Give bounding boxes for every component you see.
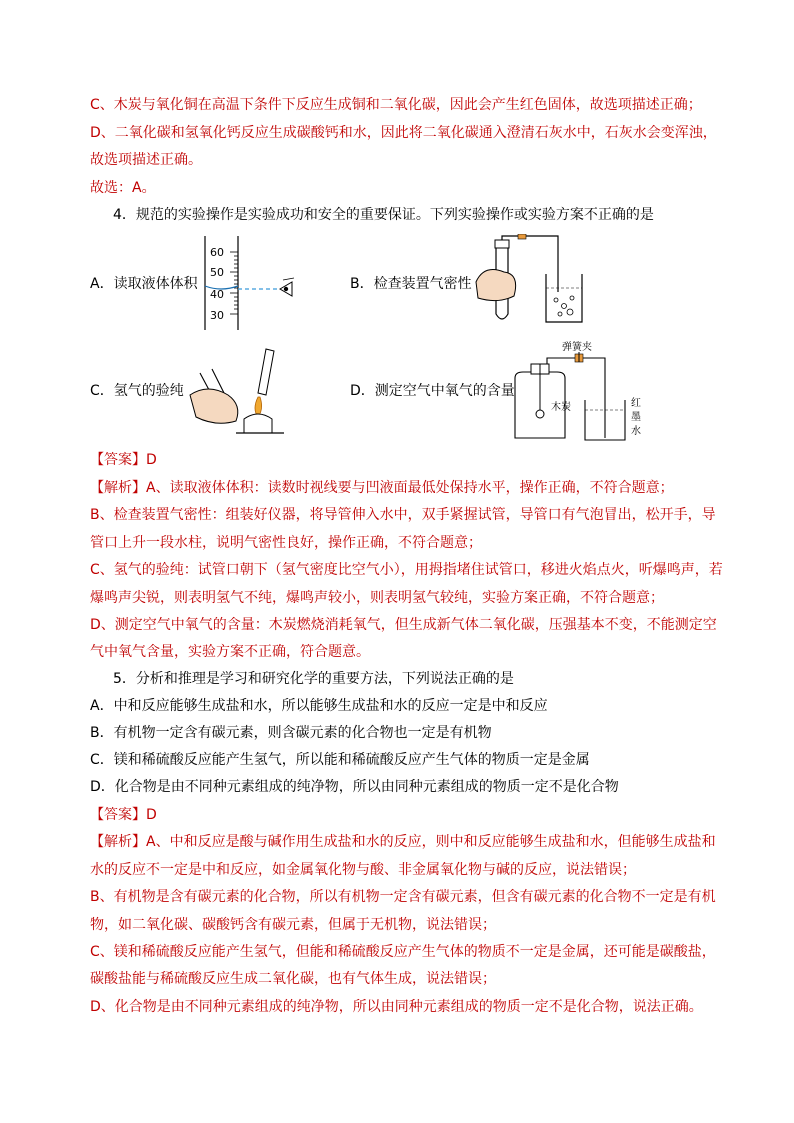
q5-analysis-line: D、化合物是由不同种元素组成的纯净物，所以由同种元素组成的物质一定不是化合物，说法正确。 (90, 999, 703, 1015)
q5-option-d: D．化合物是由不同种元素组成的纯净物，所以由同种元素组成的物质一定不是化合物 (90, 779, 619, 795)
q4-option-d: D．测定空气中氧气的含量 (350, 383, 515, 399)
analysis-line-d1: D、二氧化碳和氢氧化钙反应生成碳酸钙和水，因此将二氧化碳通入澄清石灰水中，石灰水会变浑浊， (90, 125, 717, 141)
q5-analysis-line: C、镁和稀硫酸反应能产生氢气，但能和稀硫酸反应产生气体的物质不一定是金属，还可能是碳酸盐， (90, 944, 716, 960)
tick-60: 60 (210, 246, 224, 259)
spring-clip-label: 弹簧夹 (562, 342, 592, 353)
q5-option-a: A．中和反应能够生成盐和水，所以能够生成盐和水的反应一定是中和反应 (90, 698, 548, 714)
q4-analysis-line: C、氢气的验纯：试管口朝下（氢气密度比空气小），用拇指堵住试管口，移进火焰点火，听爆鸣声，若 (90, 562, 723, 578)
figure-hydrogen-test (180, 343, 290, 439)
q4-option-a: A．读取液体体积 (90, 276, 198, 292)
q5-answer: 【答案】D (90, 807, 157, 823)
q5-analysis-line: 碳酸盐能与稀硫酸反应生成二氧化碳，也有气体生成，说法错误； (90, 971, 496, 987)
q4-analysis-line: 管口上升一段水柱，说明气密性良好，操作正确，不符合题意； (90, 535, 482, 551)
question-5-stem: 5．分析和推理是学习和研究化学的重要方法，下列说法正确的是 (113, 671, 514, 687)
q4-option-c: C．氢气的验纯 (90, 383, 184, 399)
tick-40: 40 (210, 288, 224, 301)
tick-50: 50 (210, 266, 224, 279)
question-4-stem: 4．规范的实验操作是实验成功和安全的重要保证。下列实验操作或实验方案不正确的是 (113, 207, 654, 223)
charcoal-label: 木炭 (551, 402, 571, 413)
q4-analysis-line: 【解析】A、读取液体体积：读数时视线要与凹液面最低处保持水平，操作正确，不符合题意； (90, 480, 674, 496)
q4-option-b: B．检查装置气密性 (350, 276, 472, 292)
eye-icon (280, 278, 294, 296)
q4-analysis-line: 爆鸣声尖锐，则表明氢气不纯，爆鸣声较小，则表明氢气较纯，实验方案正确，不符合题意； (90, 590, 664, 606)
q5-option-b: B．有机物一定含有碳元素，则含碳元素的化合物也一定是有机物 (90, 725, 492, 741)
q5-analysis-line: 【解析】A、中和反应是酸与碱作用生成盐和水的反应，则中和反应能够生成盐和水，但能够生成盐和 (90, 834, 716, 850)
q4-analysis-line: D、测定空气中氧气的含量：木炭燃烧消耗氧气，但生成新气体二氧化碳，压强基本不变，不能测定空 (90, 617, 717, 633)
analysis-line-d2: 故选项描述正确。 (90, 152, 202, 168)
ink-label-2: 墨 (631, 412, 641, 423)
q5-option-c: C．镁和稀硫酸反应能产生氢气，所以能和稀硫酸反应产生气体的物质一定是金属 (90, 752, 590, 768)
q5-analysis-line: B、有机物是含有碳元素的化合物，所以有机物一定含有碳元素，但含有碳元素的化合物不一定是有机 (90, 889, 716, 905)
ink-label-3: 水 (631, 426, 641, 437)
figure-cylinder-reading (200, 236, 300, 332)
figure-oxygen-content (505, 338, 645, 442)
q4-answer: 【答案】D (90, 452, 157, 468)
q5-analysis-line: 水的反应不一定是中和反应，如金属氧化物与酸、非金属氧化物与碱的反应，说法错误； (90, 862, 636, 878)
ink-label-1: 红 (631, 398, 641, 409)
figure-airtightness-check (468, 234, 598, 330)
tick-30: 30 (210, 309, 224, 322)
q4-analysis-line: 气中氧气含量，实验方案不正确，符合题意。 (90, 644, 370, 660)
analysis-line-c: C、木炭与氧化铜在高温下条件下反应生成铜和二氧化碳，因此会产生红色固体，故选项描述正确； (90, 97, 702, 113)
answer-choice: 故选：A。 (90, 180, 156, 196)
q4-analysis-line: B、检查装置气密性：组装好仪器，将导管伸入水中，双手紧握试管，导管口有气泡冒出，松开手，导 (90, 507, 716, 523)
q5-analysis-line: 物，如二氧化碳、碳酸钙含有碳元素，但属于无机物，说法错误； (90, 917, 496, 933)
